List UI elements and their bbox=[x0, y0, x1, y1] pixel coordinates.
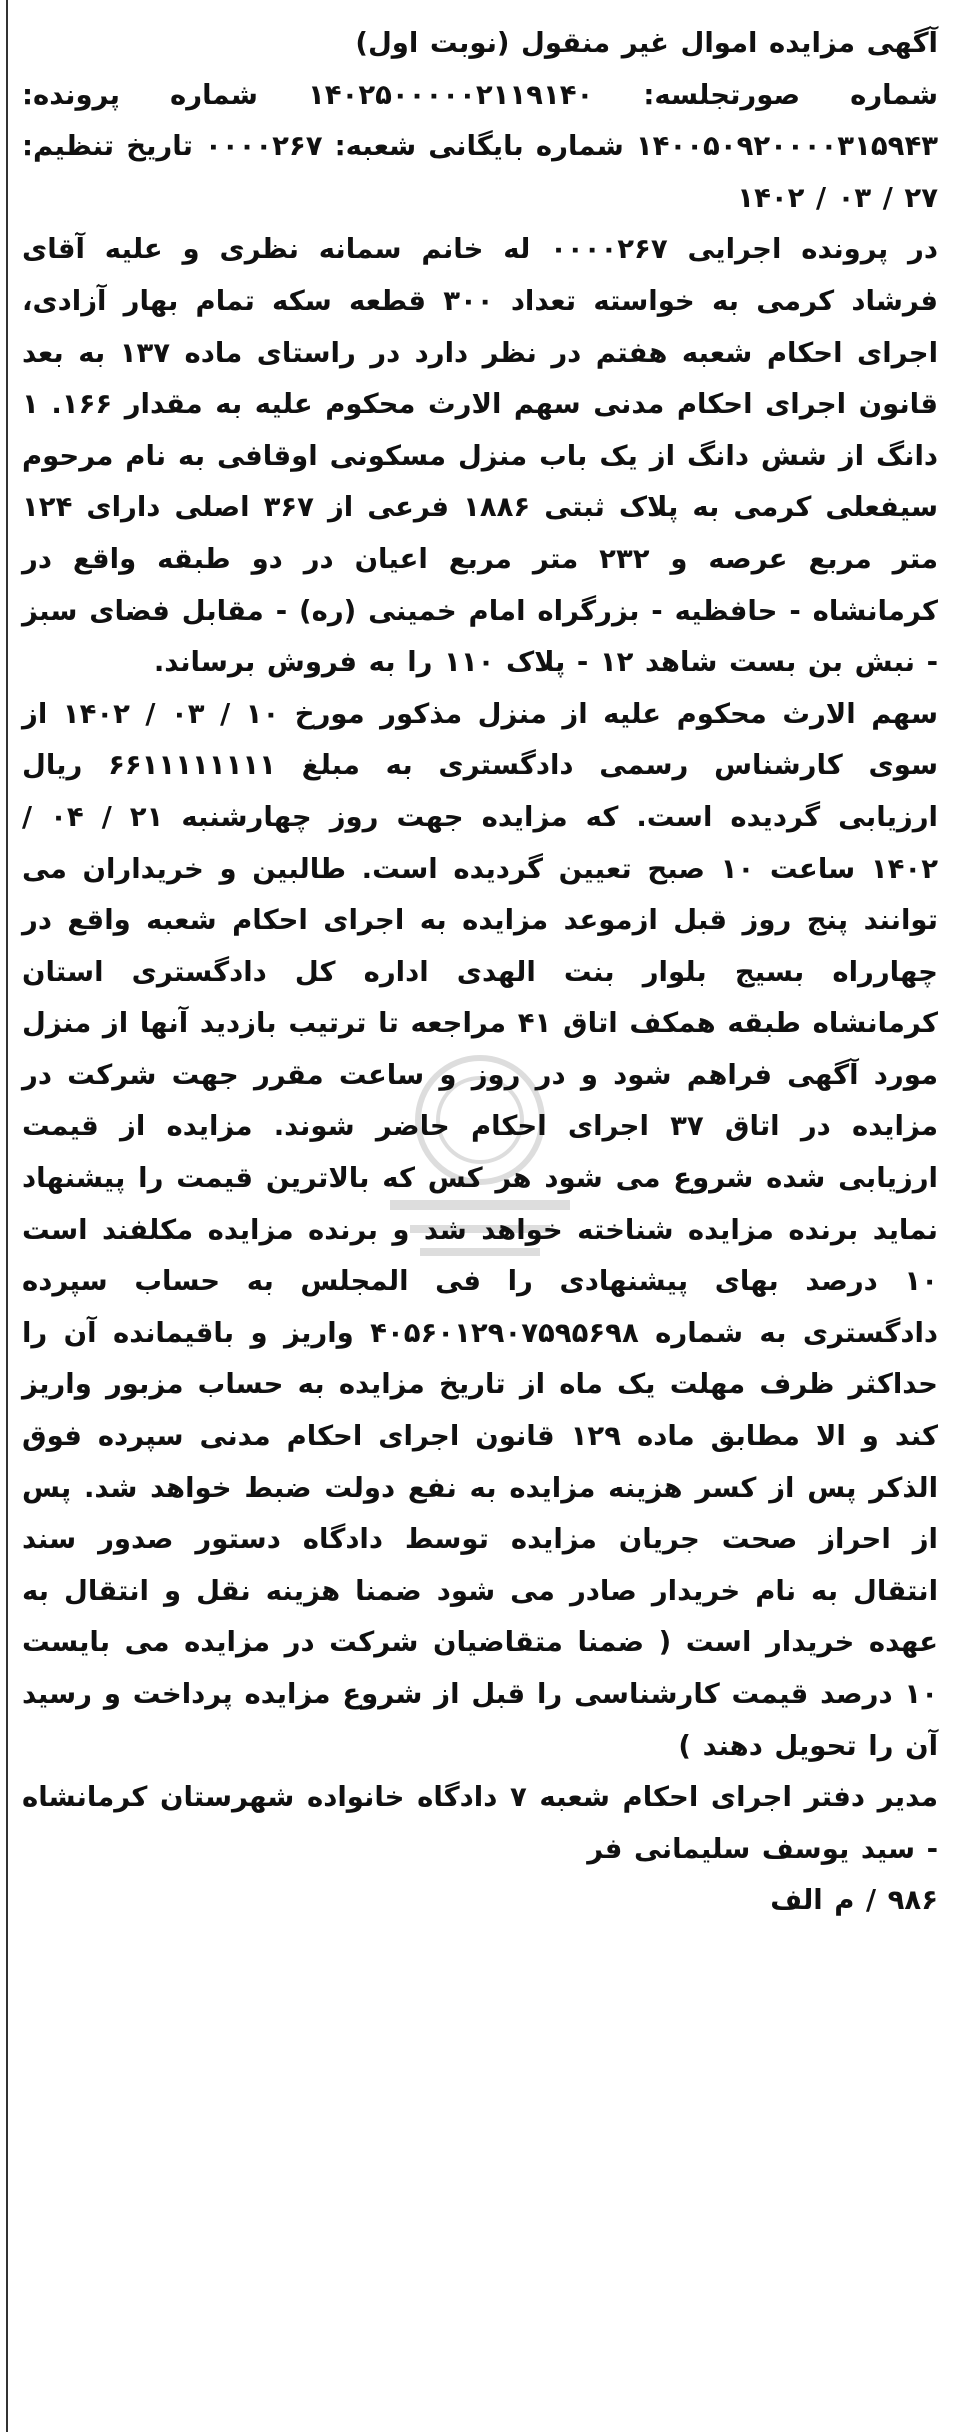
notice-paragraph-2: سهم الارث محکوم علیه از منزل مذکور مورخ ۱۰ / ۰۳ / ۱۴۰۲ از سوی کارشناس رسمی دادگستری به مبلغ ۶۶۱۱۱۱۱۱۱۱ ریال ارزیابی گردیده است. که مزایده جهت روز چهارشنبه ۲۱ / ۰۴ / ۱۴۰۲ ساعت ۱۰ صبح تعیین گردیده است. طالبین و خریداران می توانند پنج روز قبل ازموعد مزایده به اجرای احکام شعبه واقع در چهارراه بسیج بلوار بنت الهدی اداره کل دادگستری استان کرمانشاه طبقه همکف اتاق ۴۱ مراجعه تا ترتیب بازدید آنها از منزل مورد آگهی فراهم شود و در روز و ساعت مقرر جهت شرکت در مزایده در اتاق ۳۷ اجرای احکام حاضر شوند. مزایده از قیمت ارزیابی شده شروع می شود هر کس که بالاترین قیمت را پیشنهاد نماید برنده مزایده شناخته خواهد شد و برنده مزایده مکلفند است ۱۰ درصد بهای پیشنهادی را فی المجلس به حساب سپرده دادگستری به شماره ۴۰۵۶۰۱۲۹۰۷۵۹۵۶۹۸ واریز و باقیمانده آن را حداکثر ظرف مهلت یک ماه از تاریخ مزایده به حساب مزبور واریز کند و الا مطابق ماده ۱۲۹ قانون اجرای احکام مدنی سپرده فوق الذکر پس از کسر هزینه مزایده به نفع دولت ضبط خواهد شد. پس از احراز صحت جریان مزایده توسط دادگاه دستور صدور سند انتقال به نام خریدار صادر می شود ضمنا هزینه نقل و انتقال به عهده خریدار است ( ضمنا متقاضیان شرکت در مزایده می بایست ۱۰ درصد قیمت کارشناسی را قبل از شروع مزایده پرداخت و رسید آن را تحویل دهند ) bbox=[22, 697, 939, 1762]
left-border-rule bbox=[6, 0, 8, 2432]
signature-line: مدیر دفتر اجرای احکام شعبه ۷ دادگاه خانواده شهرستان کرمانشاه - سید یوسف سلیمانی فر bbox=[22, 1781, 938, 1865]
file-number-line: شماره صورتجلسه: ۱۴۰۲۵۰۰۰۰۰۲۱۱۹۱۴۰ شماره پرونده: ۱۴۰۰۵۰۹۲۰۰۰۰۳۱۵۹۴۳ شماره بایگانی شعبه: ۰۰۰۰۲۶۷ تاریخ تنظیم: ۲۷ / ۰۳ / ۱۴۰۲ bbox=[22, 78, 939, 214]
notice-paragraph-1: در پرونده اجرایی ۰۰۰۰۲۶۷ له خانم سمانه نظری و علیه آقای فرشاد کرمی به خواسته تعداد ۳۰۰ قطعه سکه تمام بهار آزادی، اجرای احکام شعبه هفتم در نظر دارد در راستای ماده ۱۳۷ به بعد قانون اجرای احکام مدنی سهم الارث محکوم علیه به مقدار ۱۶۶. ۱ دانگ از شش دانگ از یک باب منزل مسکونی اوقافی به نام مرحوم سیفعلی کرمی به پلاک ثبتی ۱۸۸۶ فرعی از ۳۶۷ اصلی دارای ۱۲۴ متر مربع عرصه و ۲۳۲ متر مربع اعیان در دو طبقه واقع در کرمانشاه - حافظیه - بزرگراه امام خمینی (ره) - مقابل فضای سبز - نبش بن بست شاهد ۱۲ - پلاک ۱۱۰ را به فروش برساند. bbox=[22, 233, 939, 679]
reference-number: ۹۸۶ / م الف bbox=[770, 1884, 938, 1917]
auction-notice-text bbox=[22, 18, 938, 1927]
notice-title: آگهی مزایده اموال غیر منقول (نوبت اول) bbox=[355, 27, 938, 59]
